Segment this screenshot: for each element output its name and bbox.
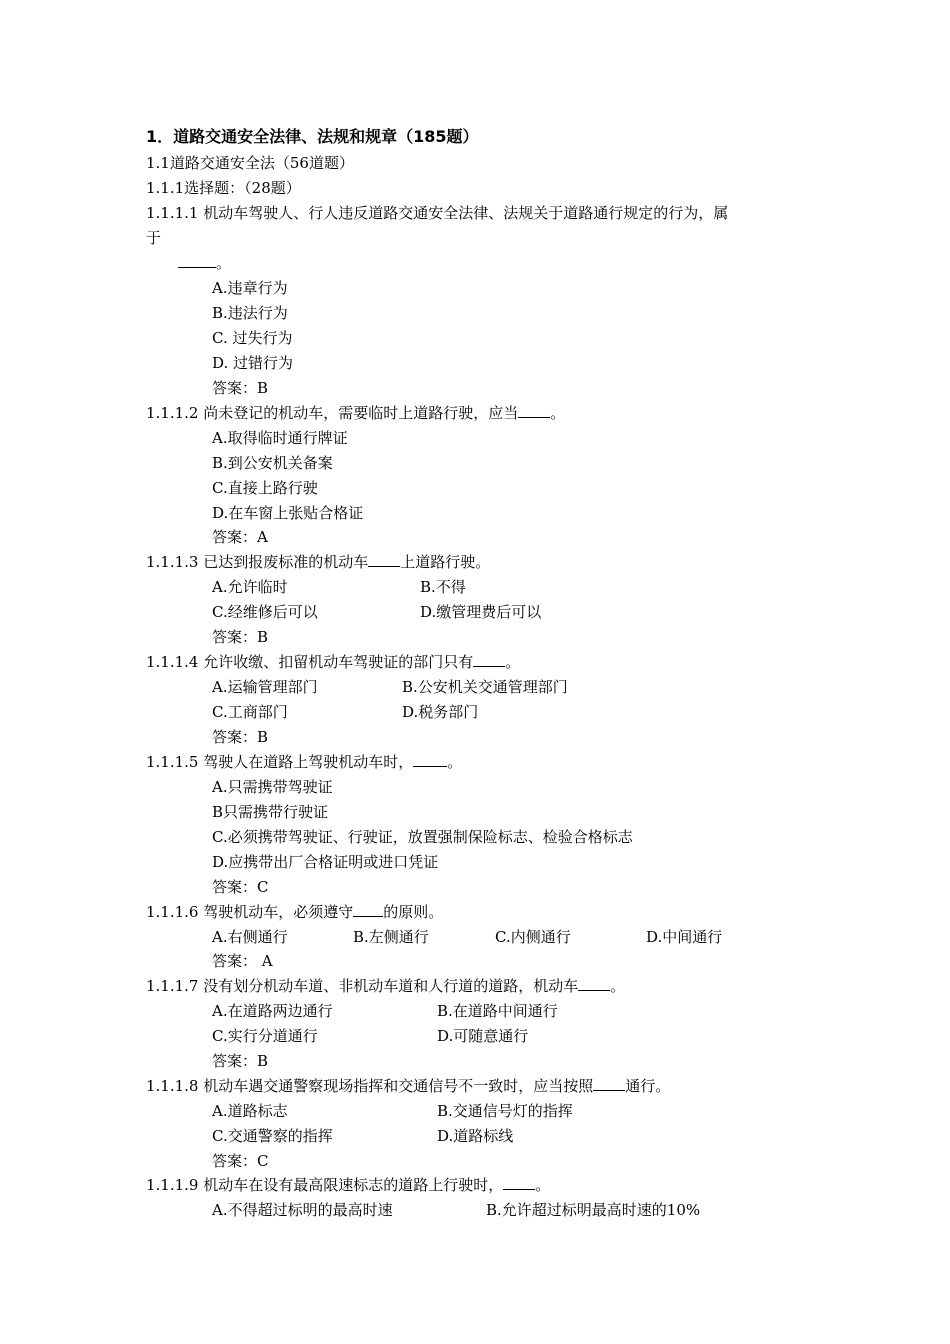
q6-option-c: C.内侧通行 <box>495 928 571 946</box>
section-title: 1.1道路交通安全法（56道题） <box>146 154 354 172</box>
q3-option-d: D.缴管理费后可以 <box>420 603 542 621</box>
q2-option-a: A.取得临时通行牌证 <box>212 429 348 447</box>
question-3-end: 上道路行驶。 <box>400 553 491 571</box>
question-7 <box>146 976 625 996</box>
q3-option-c: C.经维修后可以 <box>212 603 318 621</box>
question-1 <box>146 203 728 223</box>
question-4-text: 1.1.1.4 允许收缴、扣留机动车驾驶证的部门只有 <box>146 653 474 671</box>
q4-option-d: D.税务部门 <box>402 703 479 721</box>
question-1-wrap: 于 <box>146 229 162 247</box>
q4-answer: 答案：B <box>212 728 269 746</box>
question-4-end: 。 <box>505 653 521 671</box>
q4-option-a: A.运输管理部门 <box>212 678 318 696</box>
q7-option-b: B.在道路中间通行 <box>437 1002 558 1020</box>
q7-options-row-2 <box>212 1026 529 1046</box>
answer-blank <box>413 752 447 767</box>
q5-option-d: D.应携带出厂合格证明或进口凭证 <box>212 853 439 871</box>
q9-option-b: B.允许超过标明最高时速的10% <box>486 1201 701 1219</box>
q5-option-a: A.只需携带驾驶证 <box>212 778 333 796</box>
question-7-text: 1.1.1.7 没有划分机动车道、非机动车道和人行道的道路，机动车 <box>146 977 579 995</box>
question-4 <box>146 652 520 672</box>
page-heading: 1．道路交通安全法律、法规和规章（185题） <box>146 127 479 146</box>
q3-option-b: B.不得 <box>420 578 466 596</box>
question-5-text: 1.1.1.5 驾驶人在道路上驾驶机动车时， <box>146 753 414 771</box>
q8-option-d: D.道路标线 <box>437 1127 514 1145</box>
q8-option-a: A.道路标志 <box>212 1102 288 1120</box>
q4-option-c: C.工商部门 <box>212 703 288 721</box>
answer-blank <box>353 902 383 917</box>
q9-options-row-1 <box>212 1200 701 1220</box>
q7-option-d: D.可随意通行 <box>437 1027 529 1045</box>
q7-options-row-1 <box>212 1001 558 1021</box>
question-8-text: 1.1.1.8 机动车遇交通警察现场指挥和交通信号不一致时，应当按照 <box>146 1077 594 1095</box>
q4-options-row-2 <box>212 702 479 722</box>
question-6 <box>146 902 443 922</box>
q5-answer: 答案：C <box>212 878 269 896</box>
q1-option-b: B.违法行为 <box>212 304 288 322</box>
q8-option-c: C.交通警察的指挥 <box>212 1127 333 1145</box>
q8-options-row-1 <box>212 1101 573 1121</box>
q1-option-a: A.违章行为 <box>212 279 288 297</box>
question-1-end <box>178 253 231 273</box>
q2-option-c: C.直接上路行驶 <box>212 479 318 497</box>
q1-option-c: C. 过失行为 <box>212 329 293 347</box>
answer-blank <box>518 403 550 418</box>
q2-option-b: B.到公安机关备案 <box>212 454 333 472</box>
answer-blank <box>578 976 610 991</box>
q2-option-d: D.在车窗上张贴合格证 <box>212 504 364 522</box>
question-1-end-text: 。 <box>216 254 232 272</box>
answer-blank <box>473 652 505 667</box>
question-1-text: 1.1.1.1 机动车驾驶人、行人违反道路交通安全法律、法规关于道路通行规定的行为，属 <box>146 204 729 222</box>
question-9-end: 。 <box>535 1176 551 1194</box>
q5-option-b: B只需携带行驶证 <box>212 803 329 821</box>
q6-options-row <box>212 927 723 947</box>
q4-option-b: B.公安机关交通管理部门 <box>402 678 568 696</box>
q6-option-d: D.中间通行 <box>646 928 723 946</box>
q3-answer: 答案：B <box>212 628 269 646</box>
q5-option-c: C.必须携带驾驶证、行驶证，放置强制保险标志、检验合格标志 <box>212 828 633 846</box>
question-8 <box>146 1076 670 1096</box>
question-8-end: 通行。 <box>625 1077 671 1095</box>
q9-option-a: A.不得超过标明的最高时速 <box>212 1201 393 1219</box>
question-2 <box>146 403 565 423</box>
q8-options-row-2 <box>212 1126 514 1146</box>
q3-option-a: A.允许临时 <box>212 578 288 596</box>
q8-answer: 答案：C <box>212 1152 269 1170</box>
question-6-end: 的原则。 <box>383 903 444 921</box>
answer-blank <box>593 1076 625 1091</box>
q8-option-b: B.交通信号灯的指挥 <box>437 1102 573 1120</box>
question-9-text: 1.1.1.9 机动车在设有最高限速标志的道路上行驶时， <box>146 1176 504 1194</box>
question-2-text: 1.1.1.2 尚未登记的机动车，需要临时上道路行驶，应当 <box>146 404 519 422</box>
q7-answer: 答案：B <box>212 1052 269 1070</box>
question-7-end: 。 <box>610 977 626 995</box>
question-3-text: 1.1.1.3 已达到报废标准的机动车 <box>146 553 369 571</box>
question-3 <box>146 552 490 572</box>
answer-blank <box>178 253 216 268</box>
question-2-end: 。 <box>550 404 566 422</box>
question-6-text: 1.1.1.6 驾驶机动车，必须遵守 <box>146 903 354 921</box>
answer-blank <box>503 1175 535 1190</box>
q3-options-row-2 <box>212 602 542 622</box>
q6-answer: 答案： A <box>212 952 273 970</box>
q2-answer: 答案：A <box>212 528 268 546</box>
subsection-title: 1.1.1选择题：（28题） <box>146 179 301 197</box>
q6-option-b: B.左侧通行 <box>353 928 429 946</box>
q7-option-a: A.在道路两边通行 <box>212 1002 333 1020</box>
q1-answer: 答案：B <box>212 379 269 397</box>
question-5-end: 。 <box>447 753 463 771</box>
q1-option-d: D. 过错行为 <box>212 354 294 372</box>
question-5 <box>146 752 462 772</box>
q6-option-a: A.右侧通行 <box>212 928 288 946</box>
q7-option-c: C.实行分道通行 <box>212 1027 318 1045</box>
answer-blank <box>368 552 400 567</box>
q3-options-row-1 <box>212 577 466 597</box>
question-9 <box>146 1175 550 1195</box>
q4-options-row-1 <box>212 677 568 697</box>
